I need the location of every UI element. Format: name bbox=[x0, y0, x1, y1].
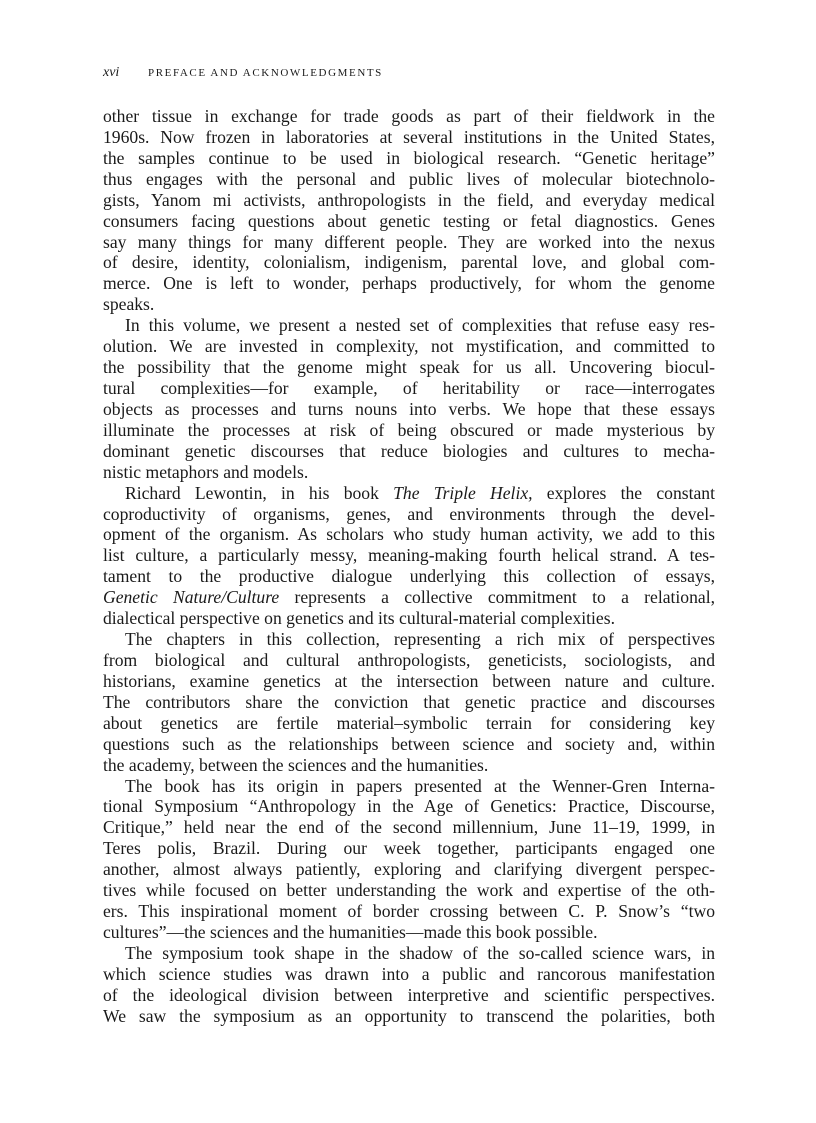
text-line: dominant genetic discourses that reduce biologies and cultures to mecha- bbox=[103, 440, 715, 461]
body-text bbox=[103, 106, 715, 1027]
text-line: nistic metaphors and models. bbox=[103, 461, 309, 482]
text-line: gists, Yanom mi activists, anthropologists in the field, and everyday medical bbox=[103, 189, 715, 210]
paragraph bbox=[103, 106, 715, 315]
text-line: dialectical perspective on genetics and its cultural-material complexities. bbox=[103, 608, 615, 629]
text-line: which science studies was drawn into a public and rancorous manifestation bbox=[103, 963, 715, 984]
text-line: 1960s. Now frozen in laboratories at several institutions in the United States, bbox=[103, 126, 715, 147]
page-number: xvi bbox=[103, 65, 120, 80]
text-line: speaks. bbox=[103, 294, 155, 315]
paragraph bbox=[103, 629, 715, 775]
text-line: olution. We are invested in complexity, not mystification, and committed to bbox=[103, 336, 715, 357]
running-header bbox=[103, 65, 383, 85]
text-line: consumers facing questions about genetic testing or fetal diagnostics. Genes bbox=[103, 210, 715, 231]
text-line: cultures”—the sciences and the humanities—made this book possible. bbox=[103, 921, 598, 942]
text-line: Richard Lewontin, in his book The Triple Helix, explores the constant bbox=[125, 482, 715, 503]
text-line: the academy, between the sciences and the humanities. bbox=[103, 754, 489, 775]
paragraph bbox=[103, 943, 715, 1027]
text-line: opment of the organism. As scholars who study human activity, we add to this bbox=[103, 524, 715, 545]
text-line: list culture, a particularly messy, meaning-making fourth helical strand. A tes- bbox=[103, 545, 715, 566]
text-line: Critique,” held near the end of the second millennium, June 11–19, 1999, in bbox=[103, 817, 715, 838]
running-title: PREFACE AND ACKNOWLEDGMENTS bbox=[148, 67, 383, 79]
text-line: Teres polis, Brazil. During our week together, participants engaged one bbox=[103, 838, 715, 859]
text-line: The book has its origin in papers presented at the Wenner-Gren Interna- bbox=[125, 775, 715, 796]
text-line: ers. This inspirational moment of border crossing between C. P. Snow’s “two bbox=[103, 901, 715, 922]
text-line: tural complexities—for example, of heritability or race—interrogates bbox=[103, 377, 715, 398]
text-line: other tissue in exchange for trade goods as part of their fieldwork in the bbox=[103, 106, 715, 126]
text-line: tives while focused on better understanding the work and expertise of the oth- bbox=[103, 880, 715, 901]
text-line: The contributors share the conviction that genetic practice and discourses bbox=[103, 691, 715, 712]
text-line: coproductivity of organisms, genes, and environments through the devel- bbox=[103, 503, 715, 524]
text-line: from biological and cultural anthropologists, geneticists, sociologists, and bbox=[103, 649, 715, 670]
text-line: questions such as the relationships between science and society and, within bbox=[103, 733, 715, 754]
text-line: thus engages with the personal and public lives of molecular biotechnolo- bbox=[103, 168, 715, 189]
text-line: the possibility that the genome might speak for us all. Uncovering biocul- bbox=[103, 357, 715, 378]
text-line: In this volume, we present a nested set of complexities that refuse easy res- bbox=[125, 315, 715, 336]
text-line: tament to the productive dialogue underlying this collection of essays, bbox=[103, 566, 715, 587]
paragraph bbox=[103, 315, 715, 482]
text-line: illuminate the processes at risk of being obscured or made mysterious by bbox=[103, 419, 715, 440]
text-line: say many things for many different people. They are worked into the nexus bbox=[103, 231, 715, 252]
text-line: the samples continue to be used in biological research. “Genetic heritage” bbox=[103, 147, 715, 168]
paragraph bbox=[103, 483, 715, 629]
text-line: of desire, identity, colonialism, indigenism, parental love, and global com- bbox=[103, 252, 715, 273]
text-line: tional Symposium “Anthropology in the Age of Genetics: Practice, Discourse, bbox=[103, 796, 715, 817]
text-line: another, almost always patiently, exploring and clarifying divergent perspec- bbox=[103, 859, 715, 880]
text-line: The symposium took shape in the shadow of the so-called science wars, in bbox=[125, 942, 715, 963]
text-line: merce. One is left to wonder, perhaps productively, for whom the genome bbox=[103, 273, 715, 294]
text-line: Genetic Nature/Culture represents a collective commitment to a relational, bbox=[103, 587, 715, 608]
text-line: objects as processes and turns nouns into verbs. We hope that these essays bbox=[103, 398, 715, 419]
text-line: about genetics are fertile material–symbolic terrain for considering key bbox=[103, 712, 715, 733]
text-line: The chapters in this collection, representing a rich mix of perspectives bbox=[125, 629, 715, 650]
paragraph bbox=[103, 776, 715, 943]
text-line: We saw the symposium as an opportunity to transcend the polarities, both bbox=[103, 1005, 715, 1026]
text-line: historians, examine genetics at the intersection between nature and culture. bbox=[103, 670, 715, 691]
text-line: of the ideological division between interpretive and scientific perspectives. bbox=[103, 984, 715, 1005]
